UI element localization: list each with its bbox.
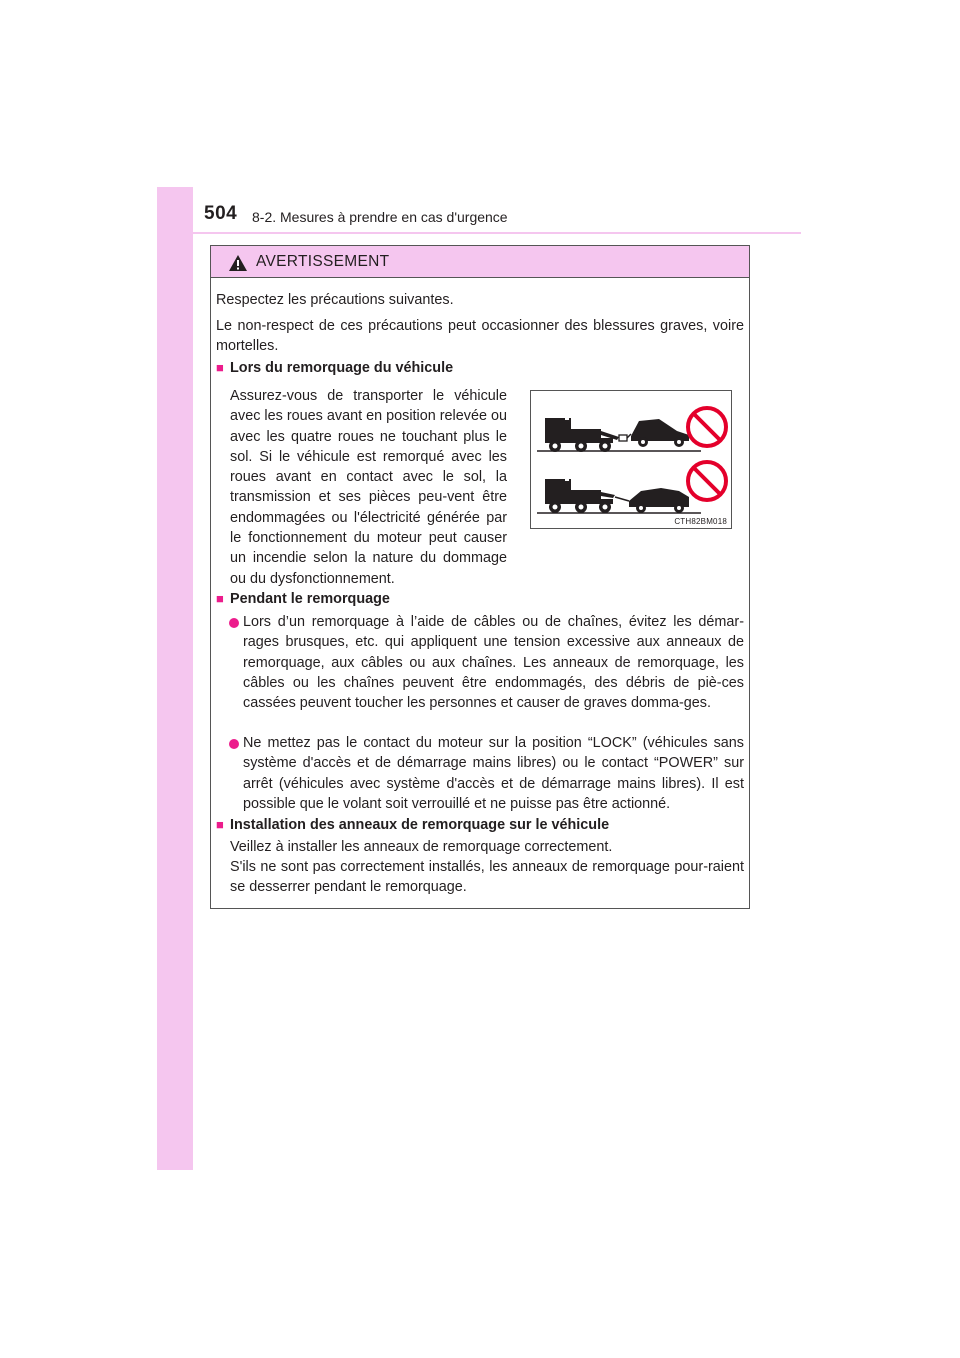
section-title: 8-2. Mesures à prendre en cas d'urgence bbox=[252, 209, 508, 225]
heading-text: Lors du remorquage du véhicule bbox=[230, 360, 454, 376]
square-bullet-icon: ■ bbox=[216, 591, 224, 606]
section-heading-during-towing bbox=[216, 589, 390, 609]
warning-intro-1: Respectez les précautions suivantes. bbox=[216, 292, 454, 308]
tow-eyelet-text-2: S'ils ne sont pas correctement installés, les anneaux de remorquage pour-raient se desserrer pendant le remorquage. bbox=[230, 859, 744, 896]
bullet-dot-icon bbox=[229, 739, 239, 749]
bullet-dot-icon bbox=[229, 618, 239, 628]
page-number: 504 bbox=[204, 203, 238, 224]
square-bullet-icon: ■ bbox=[216, 360, 224, 375]
warning-triangle-icon bbox=[228, 254, 248, 272]
warning-intro-2: Le non-respect de ces précautions peut occasionner des blessures graves, voire mortelles. bbox=[216, 318, 744, 355]
towing-bullet-2: Ne mettez pas le contact du moteur sur la position “LOCK” (véhicules sans système d'accès et de démarrage mains libres) ou le contact “POWER” sur arrêt (véhicules avec système d'accès et de démarrage mains libres). Il est possible que le volant soit verrouillé et ne puisse pas être actionné. bbox=[243, 735, 744, 812]
section-heading-tow-eyelet bbox=[216, 815, 609, 835]
tow-truck-bottom bbox=[545, 477, 629, 513]
tow-truck-diagram bbox=[531, 391, 731, 528]
warning-title: AVERTISSEMENT bbox=[256, 253, 390, 270]
towing-bullet-1: Lors d’un remorquage à l’aide de câbles ou de chaînes, évitez les démar-rages brusques, etc. qui appliquent une tension excessive aux anneaux de remorquage, aux câbles ou aux chaînes. Les anneaux de remorquage, les câbles ou les chaînes peuvent être endommagés, des débris de piè-ces cassées peuvent toucher les personnes et causer de graves domma-ges. bbox=[243, 614, 744, 712]
heading-text: Pendant le remorquage bbox=[230, 591, 390, 607]
warning-box bbox=[210, 245, 750, 909]
figure-code: CTH82BM018 bbox=[674, 517, 727, 526]
towed-car-top bbox=[631, 419, 689, 447]
tow-eyelet-text-1: Veillez à installer les anneaux de remorquage correctement. bbox=[230, 839, 613, 855]
prohibited-icon-bottom bbox=[688, 462, 726, 500]
prohibited-icon-top bbox=[688, 408, 726, 446]
towed-car-bottom bbox=[629, 488, 689, 513]
tow-truck-top bbox=[545, 416, 631, 452]
side-tab-band bbox=[157, 187, 193, 1170]
heading-text: Installation des anneaux de remorquage sur le véhicule bbox=[230, 817, 610, 833]
section-heading-towing bbox=[216, 358, 453, 378]
towing-illustration bbox=[530, 390, 732, 529]
square-bullet-icon: ■ bbox=[216, 817, 224, 832]
header-rule bbox=[193, 232, 801, 234]
towing-paragraph: Assurez-vous de transporter le véhicule avec les roues avant en position relevée ou avec les quatre roues ne touchant plus le sol. Si le véhicule est remorqué avec les roues avant en contact avec le sol, la transmission et ses pièces peu-vent être endommagées ou l'électricité générée par le fonctionnement du moteur peut causer un incendie selon la nature du dommage ou du dysfonctionnement. bbox=[230, 388, 507, 587]
warning-header bbox=[211, 246, 749, 278]
